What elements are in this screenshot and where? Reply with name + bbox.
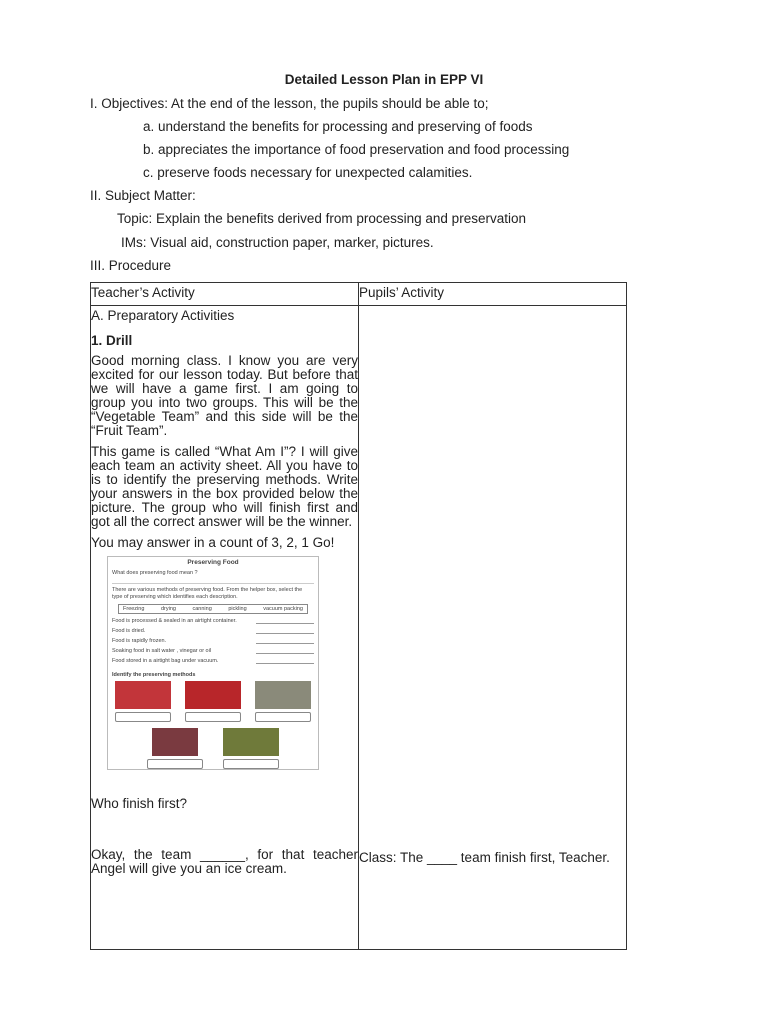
drill-paragraph-3: You may answer in a count of 3, 2, 1 Go!: [91, 535, 335, 550]
answer-box: [185, 712, 241, 722]
description-text: Food is processed & sealed in an airtight container.: [112, 618, 237, 624]
objective-c: c. preserve foods necessary for unexpected calamities.: [143, 165, 473, 180]
teacher-activity-cell: [91, 306, 359, 950]
document-title: Detailed Lesson Plan in EPP VI: [284, 72, 484, 87]
worksheet-picture-row: [108, 728, 318, 769]
helper-word: canning: [192, 606, 212, 612]
preparatory-activities-heading: A. Preparatory Activities: [91, 308, 235, 323]
worksheet-description-row: [112, 628, 314, 634]
activity-worksheet-image: [107, 556, 319, 770]
worksheet-question: What does preserving food mean ?: [112, 570, 198, 576]
description-text: Soaking food in salt water , vinegar or oil: [112, 648, 212, 654]
worksheet-picture: [223, 728, 279, 769]
pupil-answer-text: Class: The ____ team finish first, Teacher.: [359, 850, 610, 865]
worksheet-description-row: [112, 638, 314, 644]
answer-blank: [256, 638, 314, 644]
answer-box: [255, 712, 311, 722]
worksheet-identify-heading: Identify the preserving methods: [112, 672, 196, 678]
description-text: Food stored in a airtight bag under vacuum.: [112, 658, 219, 664]
procedure-heading: III. Procedure: [90, 258, 172, 273]
table-row: [91, 306, 627, 950]
pupils-activity-header: Pupils’ Activity: [359, 283, 627, 306]
objectives-heading: I. Objectives: At the end of the lesson, the pupils should be able to;: [90, 96, 489, 111]
canned-food-photo: [152, 728, 198, 756]
worksheet-picture: [255, 681, 311, 722]
worksheet-picture: [147, 728, 203, 769]
answer-box: [223, 759, 279, 769]
answer-blank: [256, 658, 314, 664]
description-text: Food is rapidly frozen.: [112, 638, 167, 644]
subject-matter-heading: II. Subject Matter:: [90, 188, 196, 203]
drill-paragraph-2: This game is called “What Am I”? I will give each team an activity sheet. All you have to is to identify the preserving methods. Write your answers in the box provided below the picture. The group who will finish first and got all the correct answer will be the winner.: [91, 444, 358, 529]
frozen-food-photo: [115, 681, 171, 709]
worksheet-picture-row: [108, 681, 318, 722]
worksheet-helper-box: [118, 604, 308, 614]
worksheet-intro: There are various methods of preserving food. From the helper box, select the type of preserving which identifies each description.: [112, 587, 303, 600]
teacher-reward-text: Okay, the team ______, for that teacher Angel will give you an ice cream.: [91, 847, 358, 876]
who-finish-first-question: Who finish first?: [91, 796, 188, 811]
helper-word: vacuum packing: [263, 606, 303, 612]
pupils-activity-cell: [359, 306, 627, 950]
teacher-activity-header: Teacher’s Activity: [91, 283, 359, 306]
drill-paragraph-1: Good morning class. I know you are very excited for our lesson today. But before that we will have a game first. I am going to group you into two groups. This will be the “Vegetable Team” and this side will be the “Fruit Team”.: [91, 353, 358, 438]
worksheet-picture: [115, 681, 171, 722]
worksheet-picture: [185, 681, 241, 722]
objective-b: b. appreciates the importance of food preservation and food processing: [143, 142, 570, 157]
dried-food-photo: [185, 681, 241, 709]
procedure-table: [90, 282, 627, 950]
helper-word: pickling: [228, 606, 247, 612]
helper-word: Freezing: [123, 606, 145, 612]
drill-heading: 1. Drill: [91, 333, 133, 348]
worksheet-answer-line: [112, 579, 314, 584]
answer-box: [147, 759, 203, 769]
answer-box: [115, 712, 171, 722]
worksheet-title: Preserving Food: [187, 559, 239, 566]
answer-blank: [256, 628, 314, 634]
topic-line: Topic: Explain the benefits derived from processing and preservation: [117, 211, 526, 226]
objective-a: a. understand the benefits for processing and preserving of foods: [143, 119, 533, 134]
canned-goods-shelf-photo: [255, 681, 311, 709]
ims-line: IMs: Visual aid, construction paper, marker, pictures.: [121, 235, 434, 250]
worksheet-description-row: [112, 658, 314, 664]
answer-blank: [256, 648, 314, 654]
worksheet-description-row: [112, 618, 314, 624]
answer-blank: [256, 618, 314, 624]
worksheet-description-row: [112, 648, 314, 654]
pickle-jars-photo: [223, 728, 279, 756]
helper-word: drying: [160, 606, 176, 612]
table-header-row: [91, 283, 627, 306]
description-text: Food is dried.: [112, 628, 146, 634]
